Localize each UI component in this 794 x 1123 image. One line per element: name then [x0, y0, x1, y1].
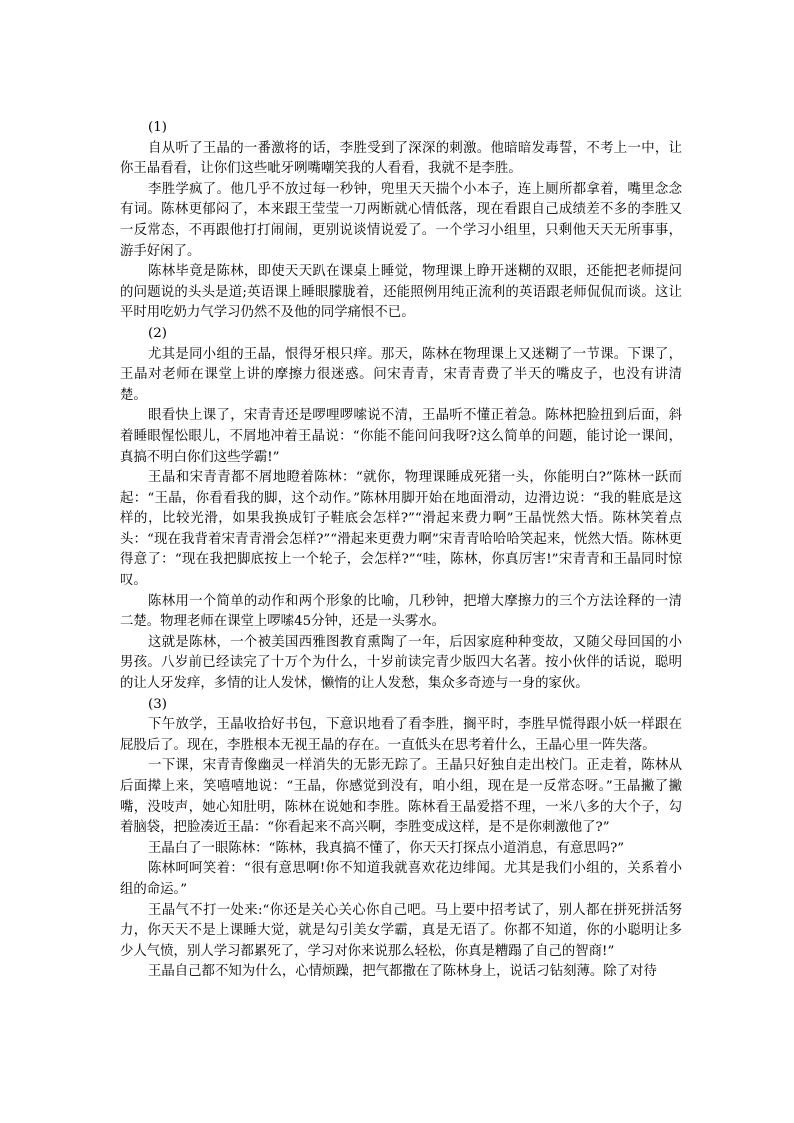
paragraph: 这就是陈林，一个被美国西雅图教育熏陶了一年，后因家庭种种变故，又随父母回国的小男孩。八岁前已经读完了十万个为什么，十岁前读完青少版四大名著。按小伙伴的话说，聪明的让人牙发痒，多情的让人发怵，懒惰的让人发愁，集众多奇迹与一身的家伙。 [120, 634, 682, 692]
paragraph: 王晶自己都不知为什么，心情烦躁，把气都撒在了陈林身上，说话刁钻刻薄。除了对待 [148, 964, 657, 980]
paragraph: 王晶白了一眼陈林：“陈林，我真搞不懂了，你天天打探点小道消息，有意思吗?” [148, 840, 625, 856]
paragraph: 一下课，宋青青像幽灵一样消失的无影无踪了。王晶只好独自走出校门。正走着，陈林从后面撵上来，笑嘻嘻地说：“王晶，你感觉到没有，咱小组，现在是一反常态呀。”王晶撇了撇嘴，没吱声，她心知肚明，陈林在说她和李胜。陈林看王晶爱搭不理，一米八多的大个子，勾着脑袋，把脸凑近王晶：“你看起来不高兴啊，李胜变成这样，是不是你刺激他了?” [120, 758, 682, 836]
paragraph: 王晶气不打一处来:“你还是关心关心你自己吧。马上要中招考试了，别人都在拼死拼活努力，你天天不是上课睡大觉，就是勾引美女学霸，真是无语了。你都不知道，你的小聪明让多少人气愤，别人学习都累死了，学习对你来说那么轻松，你真是糟蹋了自己的智商!” [120, 902, 682, 959]
section-3 [120, 695, 682, 983]
paragraph: 李胜学疯了。他几乎不放过每一秒钟，兜里天天揣个小本子，连上厕所都拿着，嘴里念念有词。陈林更郁闷了，本来跟王莹莹一刀两断就心情低落，现在看跟自己成绩差不多的李胜又一反常态，不再跟他打打闹闹，更别说谈情说爱了。一个学习小组里，只剩他天天无所事事，游手好闲了。 [120, 181, 682, 259]
paragraph: 王晶和宋青青都不屑地瞪着陈林：“就你，物理课睡成死猪一头，你能明白?”陈林一跃而起：“王晶，你看看我的脚，这个动作。”陈林用脚开始在地面滑动，边滑边说：“我的鞋底是这样的，比较光滑，如果我换成钉子鞋底会怎样?”“滑起来费力啊”王晶恍然大悟。陈林笑着点头：“现在我背着宋青青滑会怎样?”“滑起来更费力啊”宋青青哈哈哈笑起来，恍然大悟。陈林更得意了：“现在我把脚底按上一个轮子，会怎样?”“哇，陈林，你真厉害!”宋青青和王晶同时惊叹。 [120, 470, 682, 589]
section-heading: (3) [148, 696, 167, 712]
paragraph: 陈林呵呵笑着：“很有意思啊!你不知道我就喜欢花边绯闻。尤其是我们小组的，关系着小组的命运。” [120, 861, 682, 897]
paragraph: 眼看快上课了，宋青青还是啰哩啰嗦说不清，王晶听不懂正着急。陈林把脸扭到后面，斜着睡眼惺忪眼儿，不屑地冲着王晶说：“你能不能问问我呀?这么简单的问题，能讨论一课间，真搞不明白你们这些学霸!” [120, 408, 682, 465]
paragraph: 自从听了王晶的一番激将的话，李胜受到了深深的刺激。他暗暗发毒誓，不考上一中，让你王晶看看，让你们这些呲牙咧嘴嘲笑我的人看看，我就不是李胜。 [120, 140, 682, 177]
document-page [120, 118, 682, 983]
section-1 [120, 118, 682, 324]
section-heading: (2) [148, 325, 167, 341]
paragraph: 陈林毕竟是陈林，即使天天趴在课桌上睡觉，物理课上睁开迷糊的双眼，还能把老师提问的问题说的头头是道;英语课上睡眼朦胧着，还能照例用纯正流利的英语跟老师侃侃而谈。这让平时用吃奶力气学习仍然不及他的同学痛恨不已。 [120, 264, 682, 321]
section-2 [120, 324, 682, 695]
section-heading: (1) [148, 120, 167, 135]
paragraph: 下午放学，王晶收拾好书包，下意识地看了看李胜，搁平时，李胜早慌得跟小妖一样跟在屁股后了。现在，李胜根本无视王晶的存在。一直低头在思考着什么，王晶心里一阵失落。 [120, 717, 682, 753]
paragraph: 陈林用一个简单的动作和两个形象的比喻，几秒钟，把增大摩擦力的三个方法诠释的一清二楚。物理老师在课堂上啰嗦45分钟，还是一头雾水。 [120, 593, 682, 630]
paragraph: 尤其是同小组的王晶，恨得牙根只痒。那天，陈林在物理课上又迷糊了一节课。下课了，王晶对老师在课堂上讲的摩擦力很迷惑。问宋青青，宋青青费了半天的嘴皮子，也没有讲清楚。 [120, 346, 682, 403]
